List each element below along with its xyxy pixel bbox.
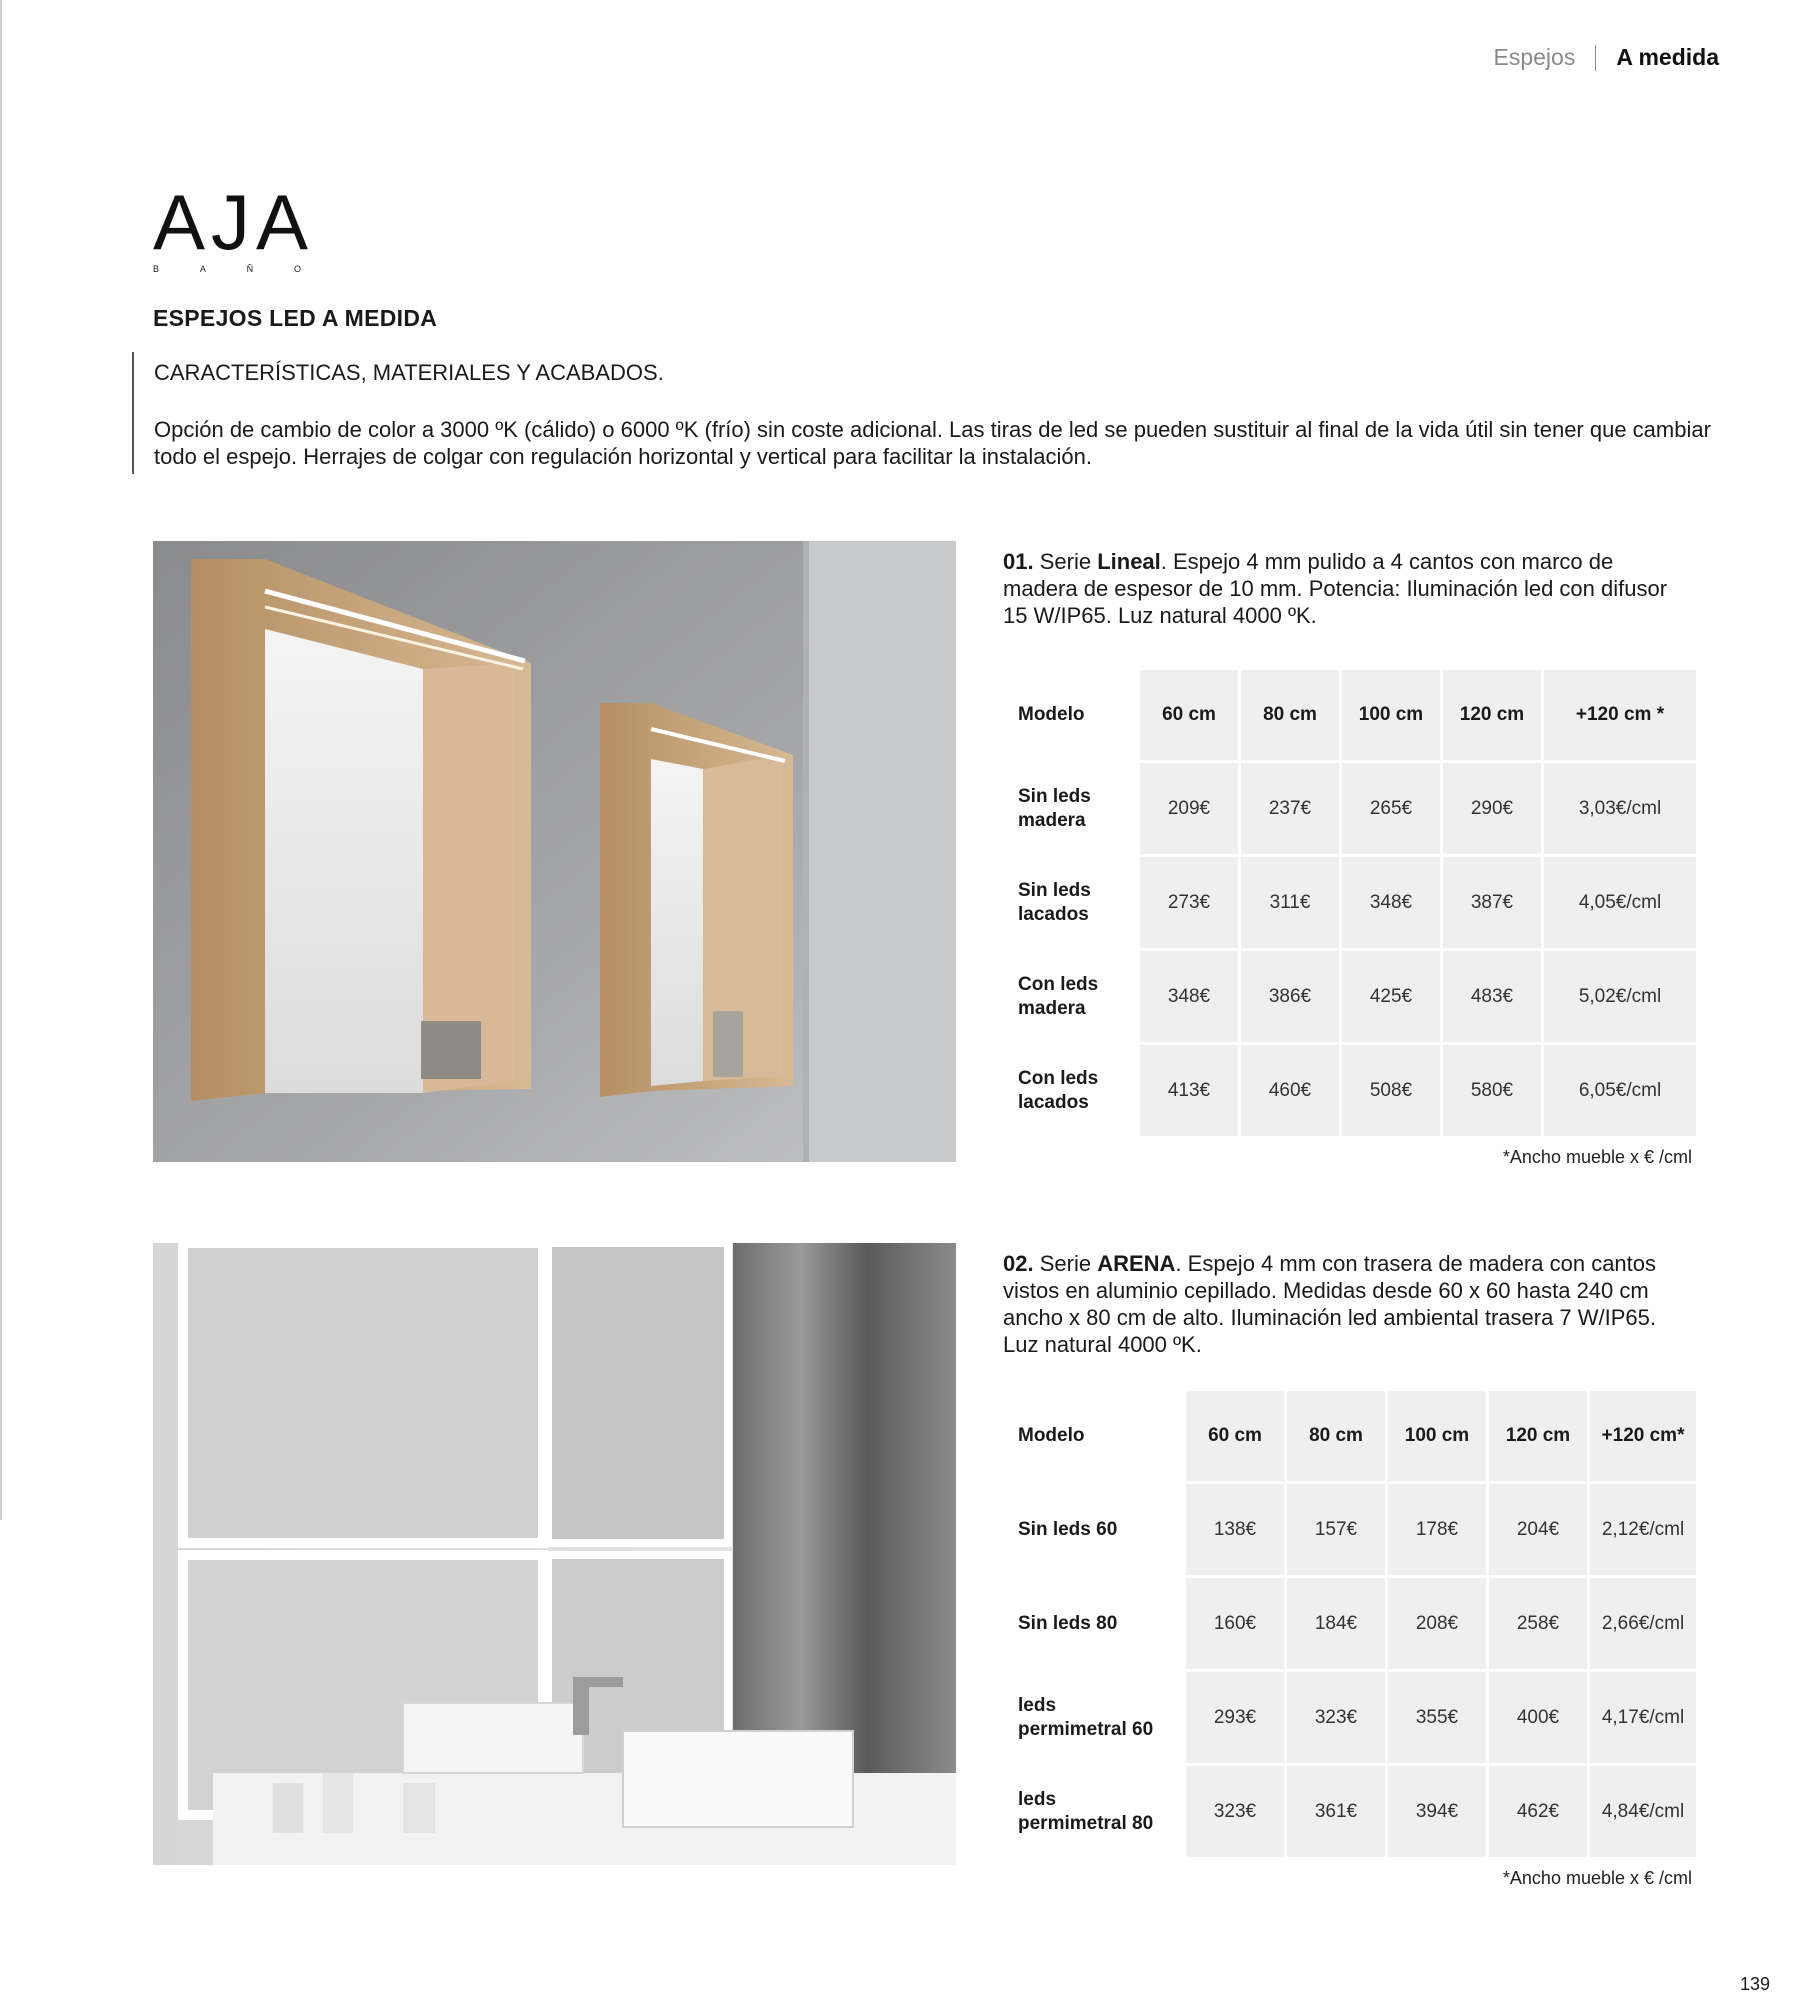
price-cell: 348€ [1342, 857, 1440, 948]
price-cell: 138€ [1186, 1484, 1284, 1575]
logo-letter: A [199, 264, 206, 274]
arena-photo-illustration [153, 1243, 956, 1865]
price-cell: 273€ [1140, 857, 1238, 948]
arena-description [1003, 1250, 1693, 1358]
row-label-line: lacados [1018, 903, 1089, 925]
page-edge-rule [0, 0, 2, 1520]
row-label-line: Sin leds 60 [1018, 1518, 1118, 1540]
row-label-line: permimetral 60 [1018, 1718, 1154, 1740]
row-label [1006, 763, 1137, 854]
column-header: 120 cm [1489, 1391, 1587, 1481]
price-cell: 237€ [1241, 763, 1339, 854]
column-header: 80 cm [1287, 1391, 1385, 1481]
column-header: Modelo [1006, 1391, 1183, 1481]
price-cell: 348€ [1140, 951, 1238, 1042]
price-cell: 2,12€/cml [1590, 1484, 1696, 1575]
price-cell: 361€ [1287, 1766, 1385, 1857]
intro-text: Opción de cambio de color a 3000 ºK (cálido) o 6000 ºK (frío) sin coste adicional. Las tiras de led se pueden sustituir al final de la vida útil sin tener que cambiar todo el espejo. Herrajes de colgar con regulación horizontal y vertical para facilitar la instalación. [154, 417, 1711, 469]
price-cell: 462€ [1489, 1766, 1587, 1857]
price-cell: 323€ [1186, 1766, 1284, 1857]
breadcrumb-section[interactable]: Espejos [1493, 44, 1576, 70]
logo-letter: Ñ [246, 264, 254, 274]
price-cell: 2,66€/cml [1590, 1578, 1696, 1669]
series-name: ARENA [1097, 1251, 1176, 1276]
arena-product-photo [153, 1243, 956, 1865]
lineal-price-table [1003, 667, 1699, 1139]
price-cell: 6,05€/cml [1544, 1045, 1696, 1136]
table-header-row [1006, 1391, 1696, 1481]
row-label-line: leds [1018, 1788, 1057, 1810]
lineal-description [1003, 548, 1693, 629]
intro-block [132, 352, 1714, 474]
row-label [1006, 1484, 1183, 1575]
lineal-product-photo [153, 541, 956, 1162]
row-label [1006, 951, 1137, 1042]
series-number: 02. [1003, 1251, 1034, 1276]
breadcrumb-current: A medida [1616, 44, 1719, 70]
row-label [1006, 1766, 1183, 1857]
price-cell: 157€ [1287, 1484, 1385, 1575]
lineal-table-note: *Ancho mueble x € /cml [1502, 1147, 1692, 1167]
intro-subtitle: CARACTERÍSTICAS, MATERIALES Y ACABADOS. [154, 360, 664, 385]
table-row [1006, 857, 1696, 948]
table-row [1006, 1578, 1696, 1669]
series-description-text: . Espejo 4 mm con trasera de madera con cantos vistos en aluminio cepillado. Medidas desde 60 x 60 hasta 240 cm ancho x 80 cm de alto. Iluminación led ambiental trasera 7 W/IP65. Luz natural 4000 ºK. [1003, 1251, 1657, 1357]
price-cell: 265€ [1342, 763, 1440, 854]
price-cell: 160€ [1186, 1578, 1284, 1669]
column-header: 80 cm [1241, 670, 1339, 760]
price-cell: 460€ [1241, 1045, 1339, 1136]
column-header: 60 cm [1186, 1391, 1284, 1481]
table-row [1006, 1484, 1696, 1575]
price-cell: 178€ [1388, 1484, 1486, 1575]
page-number: 139 [1739, 1974, 1770, 1994]
column-header: +120 cm * [1544, 670, 1696, 760]
price-cell: 508€ [1342, 1045, 1440, 1136]
section-title: ESPEJOS LED A MEDIDA [153, 305, 438, 331]
row-label-line: leds [1018, 1694, 1057, 1716]
price-cell: 386€ [1241, 951, 1339, 1042]
logo-wordmark: AJA [153, 178, 315, 266]
price-cell: 580€ [1443, 1045, 1541, 1136]
price-cell: 184€ [1287, 1578, 1385, 1669]
price-cell: 355€ [1388, 1672, 1486, 1763]
series-prefix: Serie [1039, 1251, 1092, 1276]
series-name: Lineal [1097, 549, 1161, 574]
price-cell: 413€ [1140, 1045, 1238, 1136]
row-label [1006, 1672, 1183, 1763]
column-header: Modelo [1006, 670, 1137, 760]
row-label-line: Con leds [1018, 1067, 1099, 1089]
series-prefix: Serie [1039, 549, 1092, 574]
series-description-text: . Espejo 4 mm pulido a 4 cantos con marco de madera de espesor de 10 mm. Potencia: Iluminación led con difusor 15 W/IP65. Luz natural 4000 ºK. [1003, 549, 1668, 628]
price-cell: 208€ [1388, 1578, 1486, 1669]
brand-logo [153, 178, 315, 274]
row-label-line: Con leds [1018, 973, 1099, 995]
price-cell: 3,03€/cml [1544, 763, 1696, 854]
price-cell: 293€ [1186, 1672, 1284, 1763]
row-label-line: Sin leds [1018, 879, 1091, 901]
column-header: +120 cm* [1590, 1391, 1696, 1481]
logo-letter: B [153, 264, 160, 274]
price-cell: 5,02€/cml [1544, 951, 1696, 1042]
column-header: 120 cm [1443, 670, 1541, 760]
row-label [1006, 857, 1137, 948]
price-cell: 400€ [1489, 1672, 1587, 1763]
row-label-line: lacados [1018, 1091, 1089, 1113]
lineal-photo-illustration [153, 541, 956, 1162]
row-label-line: madera [1018, 997, 1086, 1019]
breadcrumb-separator [1595, 45, 1596, 71]
arena-price-table [1003, 1388, 1699, 1860]
table-row [1006, 1766, 1696, 1857]
price-cell: 209€ [1140, 763, 1238, 854]
table-row [1006, 1672, 1696, 1763]
price-cell: 387€ [1443, 857, 1541, 948]
row-label [1006, 1578, 1183, 1669]
breadcrumb [1494, 44, 1720, 71]
row-label-line: Sin leds 80 [1018, 1612, 1118, 1634]
price-cell: 311€ [1241, 857, 1339, 948]
price-cell: 4,05€/cml [1544, 857, 1696, 948]
row-label-line: madera [1018, 809, 1086, 831]
column-header: 100 cm [1342, 670, 1440, 760]
row-label-line: Sin leds [1018, 785, 1091, 807]
price-cell: 290€ [1443, 763, 1541, 854]
price-cell: 258€ [1489, 1578, 1587, 1669]
price-cell: 425€ [1342, 951, 1440, 1042]
price-cell: 323€ [1287, 1672, 1385, 1763]
column-header: 60 cm [1140, 670, 1238, 760]
price-cell: 4,84€/cml [1590, 1766, 1696, 1857]
table-header-row [1006, 670, 1696, 760]
row-label-line: permimetral 80 [1018, 1812, 1154, 1834]
arena-table-note: *Ancho mueble x € /cml [1502, 1868, 1692, 1888]
table-row [1006, 763, 1696, 854]
table-row [1006, 951, 1696, 1042]
price-cell: 204€ [1489, 1484, 1587, 1575]
column-header: 100 cm [1388, 1391, 1486, 1481]
row-label [1006, 1045, 1137, 1136]
series-number: 01. [1003, 549, 1034, 574]
price-cell: 4,17€/cml [1590, 1672, 1696, 1763]
table-row [1006, 1045, 1696, 1136]
logo-letter: O [293, 264, 301, 274]
price-cell: 483€ [1443, 951, 1541, 1042]
price-cell: 394€ [1388, 1766, 1486, 1857]
